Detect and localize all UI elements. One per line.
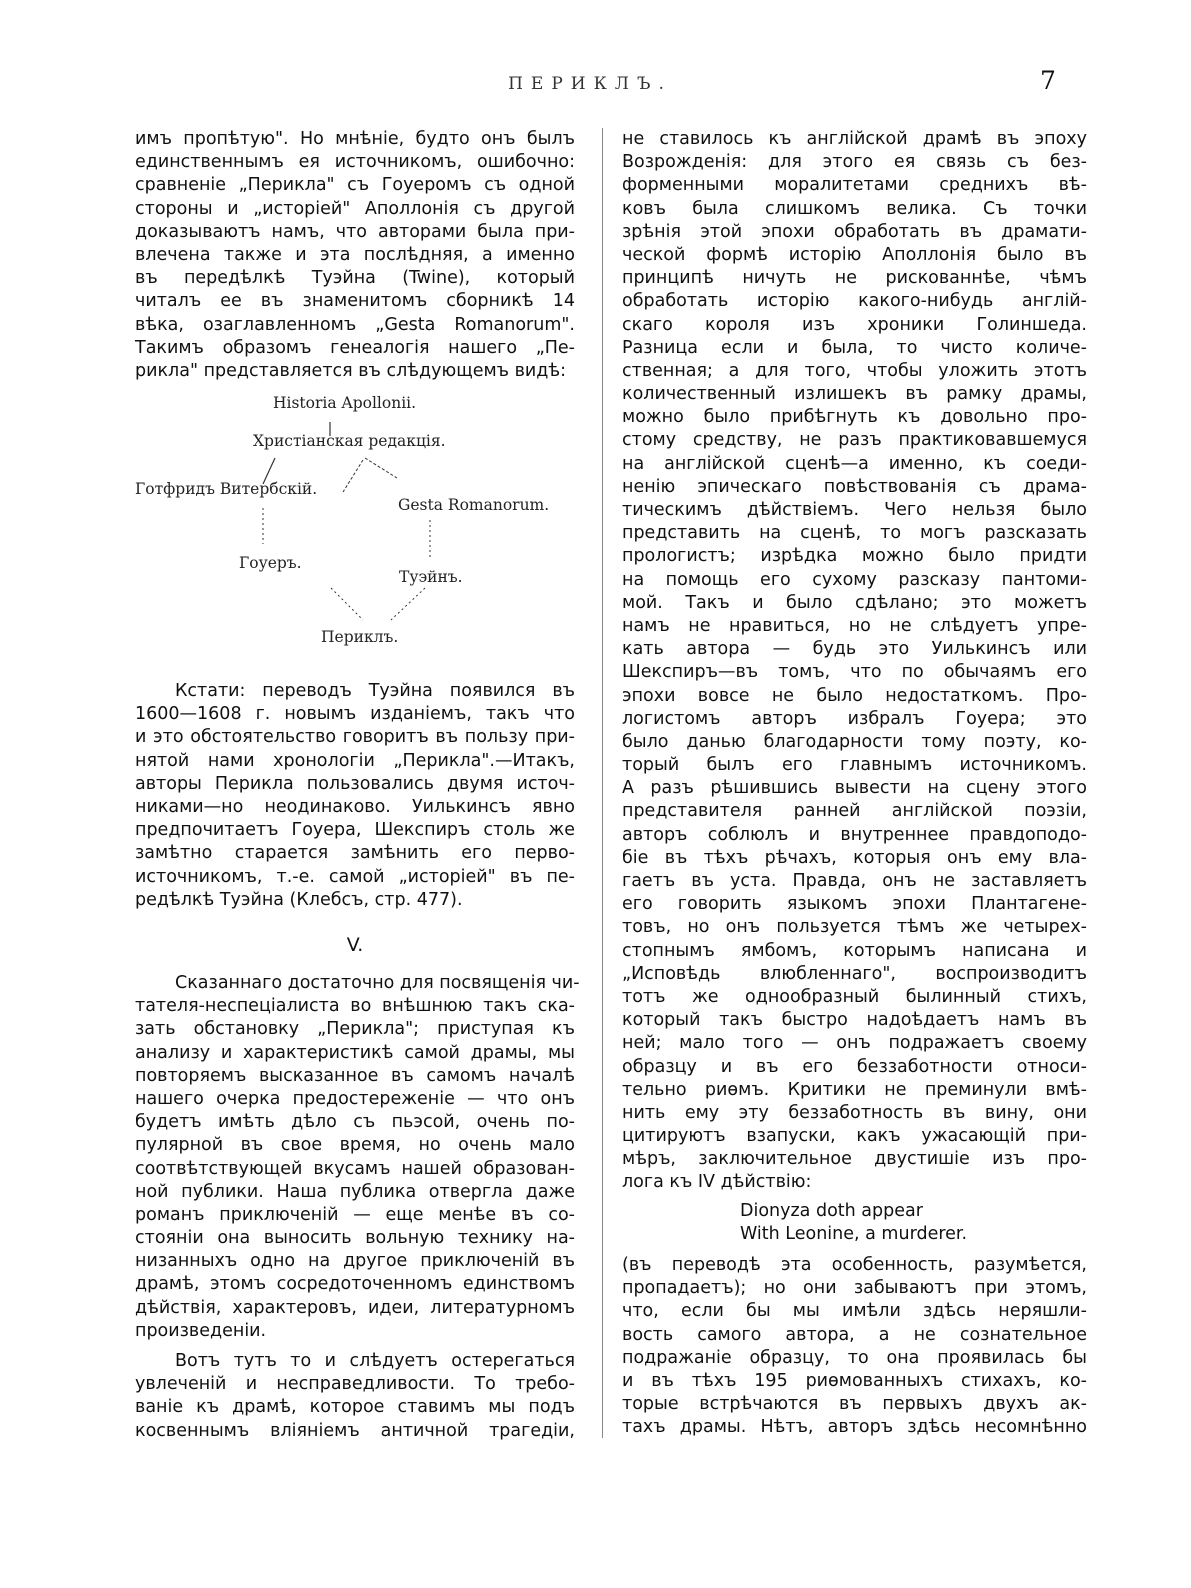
- text-line: количественный излишекъ въ рамку драмы,: [622, 384, 1087, 405]
- text-line: произведеніи.: [135, 1320, 267, 1341]
- text-line: логистомъ авторъ избралъ Гоуера; это: [622, 708, 1087, 729]
- text-line: прологистъ; изрѣдка можно было придти: [622, 546, 1087, 567]
- genealogy-diagram: [135, 392, 575, 652]
- text-line: можно было прибѣгнуть къ довольно про-: [622, 407, 1087, 428]
- node-pericles: Периклъ.: [321, 628, 399, 646]
- text-line: нить ему эту беззаботность въ вину, они: [622, 1102, 1087, 1123]
- text-line: косвеннымъ вліяніемъ античной трагедіи,: [135, 1420, 575, 1441]
- text-line: форменными моралитетами среднихъ вѣ-: [622, 175, 1087, 196]
- text-line: обработать исторію какого-нибудь англій-: [622, 291, 1087, 312]
- text-line: представить на сценѣ, то могъ разсказать: [622, 523, 1087, 544]
- text-line: читалъ ее въ знаменитомъ сборникѣ 14: [135, 291, 575, 312]
- text-line: представителя ранней англійской поэзіи,: [622, 801, 1087, 822]
- text-line: торый былъ его главнымъ источникомъ.: [622, 755, 1087, 776]
- text-line: ственная; а для того, чтобы уложить этотъ: [622, 360, 1087, 381]
- text-line: подражаніе образцу, то она проявилась бы: [622, 1347, 1087, 1368]
- text-line: вѣка, озаглавленномъ „Gesta Romanorum".: [135, 314, 575, 335]
- text-line: намъ не нравиться, но не слѣдуетъ упре-: [622, 615, 1087, 636]
- text-line: ней; мало того — онъ подражаетъ своему: [622, 1033, 1087, 1054]
- text-line: будетъ имѣть дѣло съ пьэсой, очень по-: [135, 1112, 575, 1133]
- column-divider: [602, 128, 603, 1438]
- right-column-paragraph-2: [622, 1254, 1087, 1440]
- left-column-paragraph-2: [135, 680, 575, 912]
- node-gower: Гоуеръ.: [239, 554, 302, 572]
- text-line: тахъ драмы. Нѣтъ, авторъ здѣсь несомнѣнно: [622, 1417, 1087, 1438]
- section-heading: V.: [346, 934, 364, 956]
- text-line: никами—но неодинаково. Уилькинсъ явно: [135, 796, 575, 817]
- text-line: стому средству, не разъ практиковавшемуся: [622, 430, 1087, 451]
- text-line: нашего очерка предостереженіе — что онъ: [135, 1088, 575, 1109]
- text-line: анализу и характеристикѣ самой драмы, мы: [135, 1042, 575, 1063]
- left-column-paragraph-3: [135, 972, 580, 1343]
- text-line: эпохи вовсе не было недостаткомъ. Про-: [622, 685, 1087, 706]
- text-line: въ передѣлкѣ Туэйна (Twine), который: [135, 268, 575, 289]
- text-line: что, если бы мы имѣли здѣсь неряшли-: [622, 1301, 1087, 1322]
- node-godfrey-viterbo: Готфридъ Витербскій.: [135, 480, 318, 498]
- text-line: Шекспиръ—въ томъ, что по обычаямъ его: [622, 662, 1087, 683]
- text-line: мой. Такъ и было сдѣлано; это можетъ: [622, 592, 1087, 613]
- line-gower-to-pericles: [331, 588, 363, 620]
- text-line: Сказаннаго достаточно для посвященія чи-: [175, 973, 580, 993]
- text-line: низанныхъ одно на другое приключеній въ: [135, 1251, 575, 1272]
- text-line: ковъ была слишкомъ велика. Съ точки: [622, 198, 1087, 219]
- text-line: дѣйствія, характеровъ, идеи, литературномъ: [135, 1297, 575, 1318]
- text-line: повторяемъ высказанное въ самомъ началѣ: [135, 1065, 575, 1086]
- left-column-paragraph-4: [135, 1350, 575, 1443]
- text-line: ваніе къ драмѣ, которое ставимъ мы подъ: [135, 1397, 575, 1418]
- text-line: лога къ IV дѣйствію:: [622, 1172, 812, 1193]
- text-line: А разъ рѣшившись вывести на сцену этого: [622, 778, 1087, 799]
- text-line: зать обстановку „Перикла"; приступая къ: [135, 1019, 575, 1040]
- poem-quote: [622, 1200, 1087, 1246]
- poem-line: With Leonine, a murderer.: [740, 1224, 968, 1245]
- text-line: романъ приключеній — еще менѣе въ со-: [135, 1204, 575, 1225]
- text-line: пропадаетъ); но они забываютъ при этомъ,: [622, 1278, 1087, 1299]
- line-twine-to-pericles: [391, 588, 425, 620]
- text-line: (въ переводѣ эта особенность, разумѣется,: [622, 1255, 1087, 1275]
- text-line: стояніи она выносить вольную технику на-: [135, 1228, 575, 1249]
- text-line: ной публики. Наша публика отвергла даже: [135, 1181, 575, 1202]
- text-line: источникомъ, т.-е. самой „исторіей" въ пе-: [135, 866, 575, 887]
- text-line: имъ пропѣтую". Но мнѣніе, будто онъ былъ: [135, 129, 575, 149]
- text-line: 1600—1608 г. новымъ изданіемъ, такъ что: [135, 704, 575, 725]
- text-line: ческой формѣ исторію Аполлонія было въ: [622, 244, 1087, 265]
- text-line: тическимъ дѣйствіемъ. Чего нельзя было: [622, 500, 1087, 520]
- text-line: рикла" представляется въ слѣдующемъ видѣ:: [135, 360, 567, 381]
- text-line: принципѣ ничуть не рискованнѣе, чѣмъ: [622, 268, 1087, 289]
- node-twine: Туэйнъ.: [399, 568, 463, 586]
- text-line: біе въ тѣхъ рѣчахъ, которыя онъ ему вла-: [622, 847, 1087, 868]
- text-line: и это обстоятельство говоритъ въ пользу при-: [135, 727, 575, 748]
- text-line: пулярной въ свое время, но очень мало: [135, 1135, 575, 1156]
- text-line: гаетъ въ уста. Правда, онъ не заставляетъ: [622, 871, 1087, 891]
- text-line: товъ, но онъ пользуется тѣмъ же четырех-: [622, 917, 1087, 938]
- text-line: увлеченій и несправедливости. То требо-: [135, 1374, 575, 1395]
- text-line: цитируютъ взапуски, какъ ужасающій при-: [622, 1126, 1087, 1147]
- text-line: тельно риѳмъ. Критики не преминули вмѣ-: [622, 1079, 1087, 1100]
- node-gesta-romanorum: Gesta Romanorum.: [398, 496, 550, 514]
- text-line: на англійской сценѣ—а именно, къ соеди-: [622, 453, 1087, 474]
- text-line: Кстати: переводъ Туэйна появился въ: [175, 681, 575, 701]
- text-line: зрѣнія этой эпохи обработать въ драмати-: [622, 221, 1087, 242]
- text-line: доказываютъ намъ, что авторами была при-: [135, 221, 575, 242]
- right-column-paragraph-1: [622, 128, 1087, 1195]
- text-line: авторы Перикла пользовались двумя источ-: [135, 773, 575, 794]
- text-line: который такъ быстро надоѣдаетъ намъ въ: [622, 1010, 1087, 1031]
- text-line: было данью благодарности тому поэту, ко-: [622, 731, 1087, 752]
- text-line: скаго короля изъ хроники Голиншеда.: [622, 314, 1087, 335]
- text-line: тотъ же однообразный былинный стихъ,: [622, 986, 1087, 1007]
- text-line: „Исповѣдь влюбленнаго", воспроизводитъ: [622, 963, 1087, 984]
- text-line: и въ тѣхъ 195 риѳмованныхъ стихахъ, ко-: [622, 1370, 1087, 1391]
- text-line: сравненіе „Перикла" съ Гоуеромъ съ одной: [135, 175, 575, 196]
- text-line: драмѣ, этомъ сосредоточенномъ единствомъ: [135, 1274, 575, 1295]
- text-line: Разница если и была, то чисто количе-: [622, 337, 1087, 358]
- text-line: замѣтно старается замѣнить его перво-: [135, 843, 575, 864]
- line-redaction-to-gesta: [365, 458, 397, 478]
- text-line: Такимъ образомъ генеалогія нашего „Пе-: [135, 337, 575, 358]
- text-line: предпочитаетъ Гоуера, Шекспиръ столь же: [135, 820, 575, 841]
- text-line: кать автора — будь это Уилькинсъ или: [622, 639, 1087, 660]
- text-line: стопнымъ ямбомъ, которымъ написана и: [622, 940, 1087, 961]
- node-christian-redaction: Христіанская редакція.: [253, 432, 446, 450]
- text-line: не ставилось къ англійской драмѣ въ эпоху: [622, 129, 1087, 149]
- running-title: ПЕРИКЛЪ.: [508, 74, 672, 94]
- text-line: вость самого автора, а не сознательное: [622, 1324, 1087, 1345]
- text-line: стороны и „исторіей" Аполлонія съ другой: [135, 198, 575, 219]
- text-line: авторъ соблюлъ и внутреннее правдоподо-: [622, 824, 1087, 845]
- text-line: образцу и въ его беззаботности относи-: [622, 1056, 1087, 1077]
- line-redaction-to-gower-dashed: [343, 460, 363, 492]
- text-line: мѣръ, заключительное двустишіе изъ про-: [622, 1149, 1087, 1170]
- text-line: ненію эпическаго повѣствованія съ драма-: [622, 476, 1087, 497]
- text-line: редѣлкѣ Туэйна (Клебсъ, стр. 477).: [135, 889, 463, 910]
- poem-line: Dionyza doth appear: [740, 1201, 923, 1221]
- text-line: на помощь его сухому разсказу пантоми-: [622, 569, 1087, 590]
- text-line: торые встрѣчаются въ первыхъ двухъ ак-: [622, 1394, 1087, 1415]
- genealogy-diagram-lines: [135, 392, 575, 652]
- text-line: тателя-неспеціалиста во внѣшнюю такъ ска-: [135, 996, 575, 1017]
- text-line: Вотъ тутъ то и слѣдуетъ остерегаться: [175, 1351, 575, 1371]
- text-line: Возрожденія: для этого ея связь съ без-: [622, 152, 1087, 173]
- text-line: нятой нами хронологіи „Перикла".—Итакъ,: [135, 750, 575, 771]
- node-historia-apollonii: Historia Apollonii.: [273, 394, 417, 412]
- left-column-paragraph-1: [135, 128, 575, 383]
- text-line: его говорить языкомъ эпохи Плантагене-: [622, 894, 1087, 915]
- text-line: единственнымъ ея источникомъ, ошибочно:: [135, 152, 575, 173]
- text-line: соотвѣтствующей вкусамъ нашей образован-: [135, 1158, 575, 1179]
- text-line: влечена также и эта послѣдняя, а именно: [135, 244, 575, 265]
- page-number: 7: [1040, 66, 1056, 95]
